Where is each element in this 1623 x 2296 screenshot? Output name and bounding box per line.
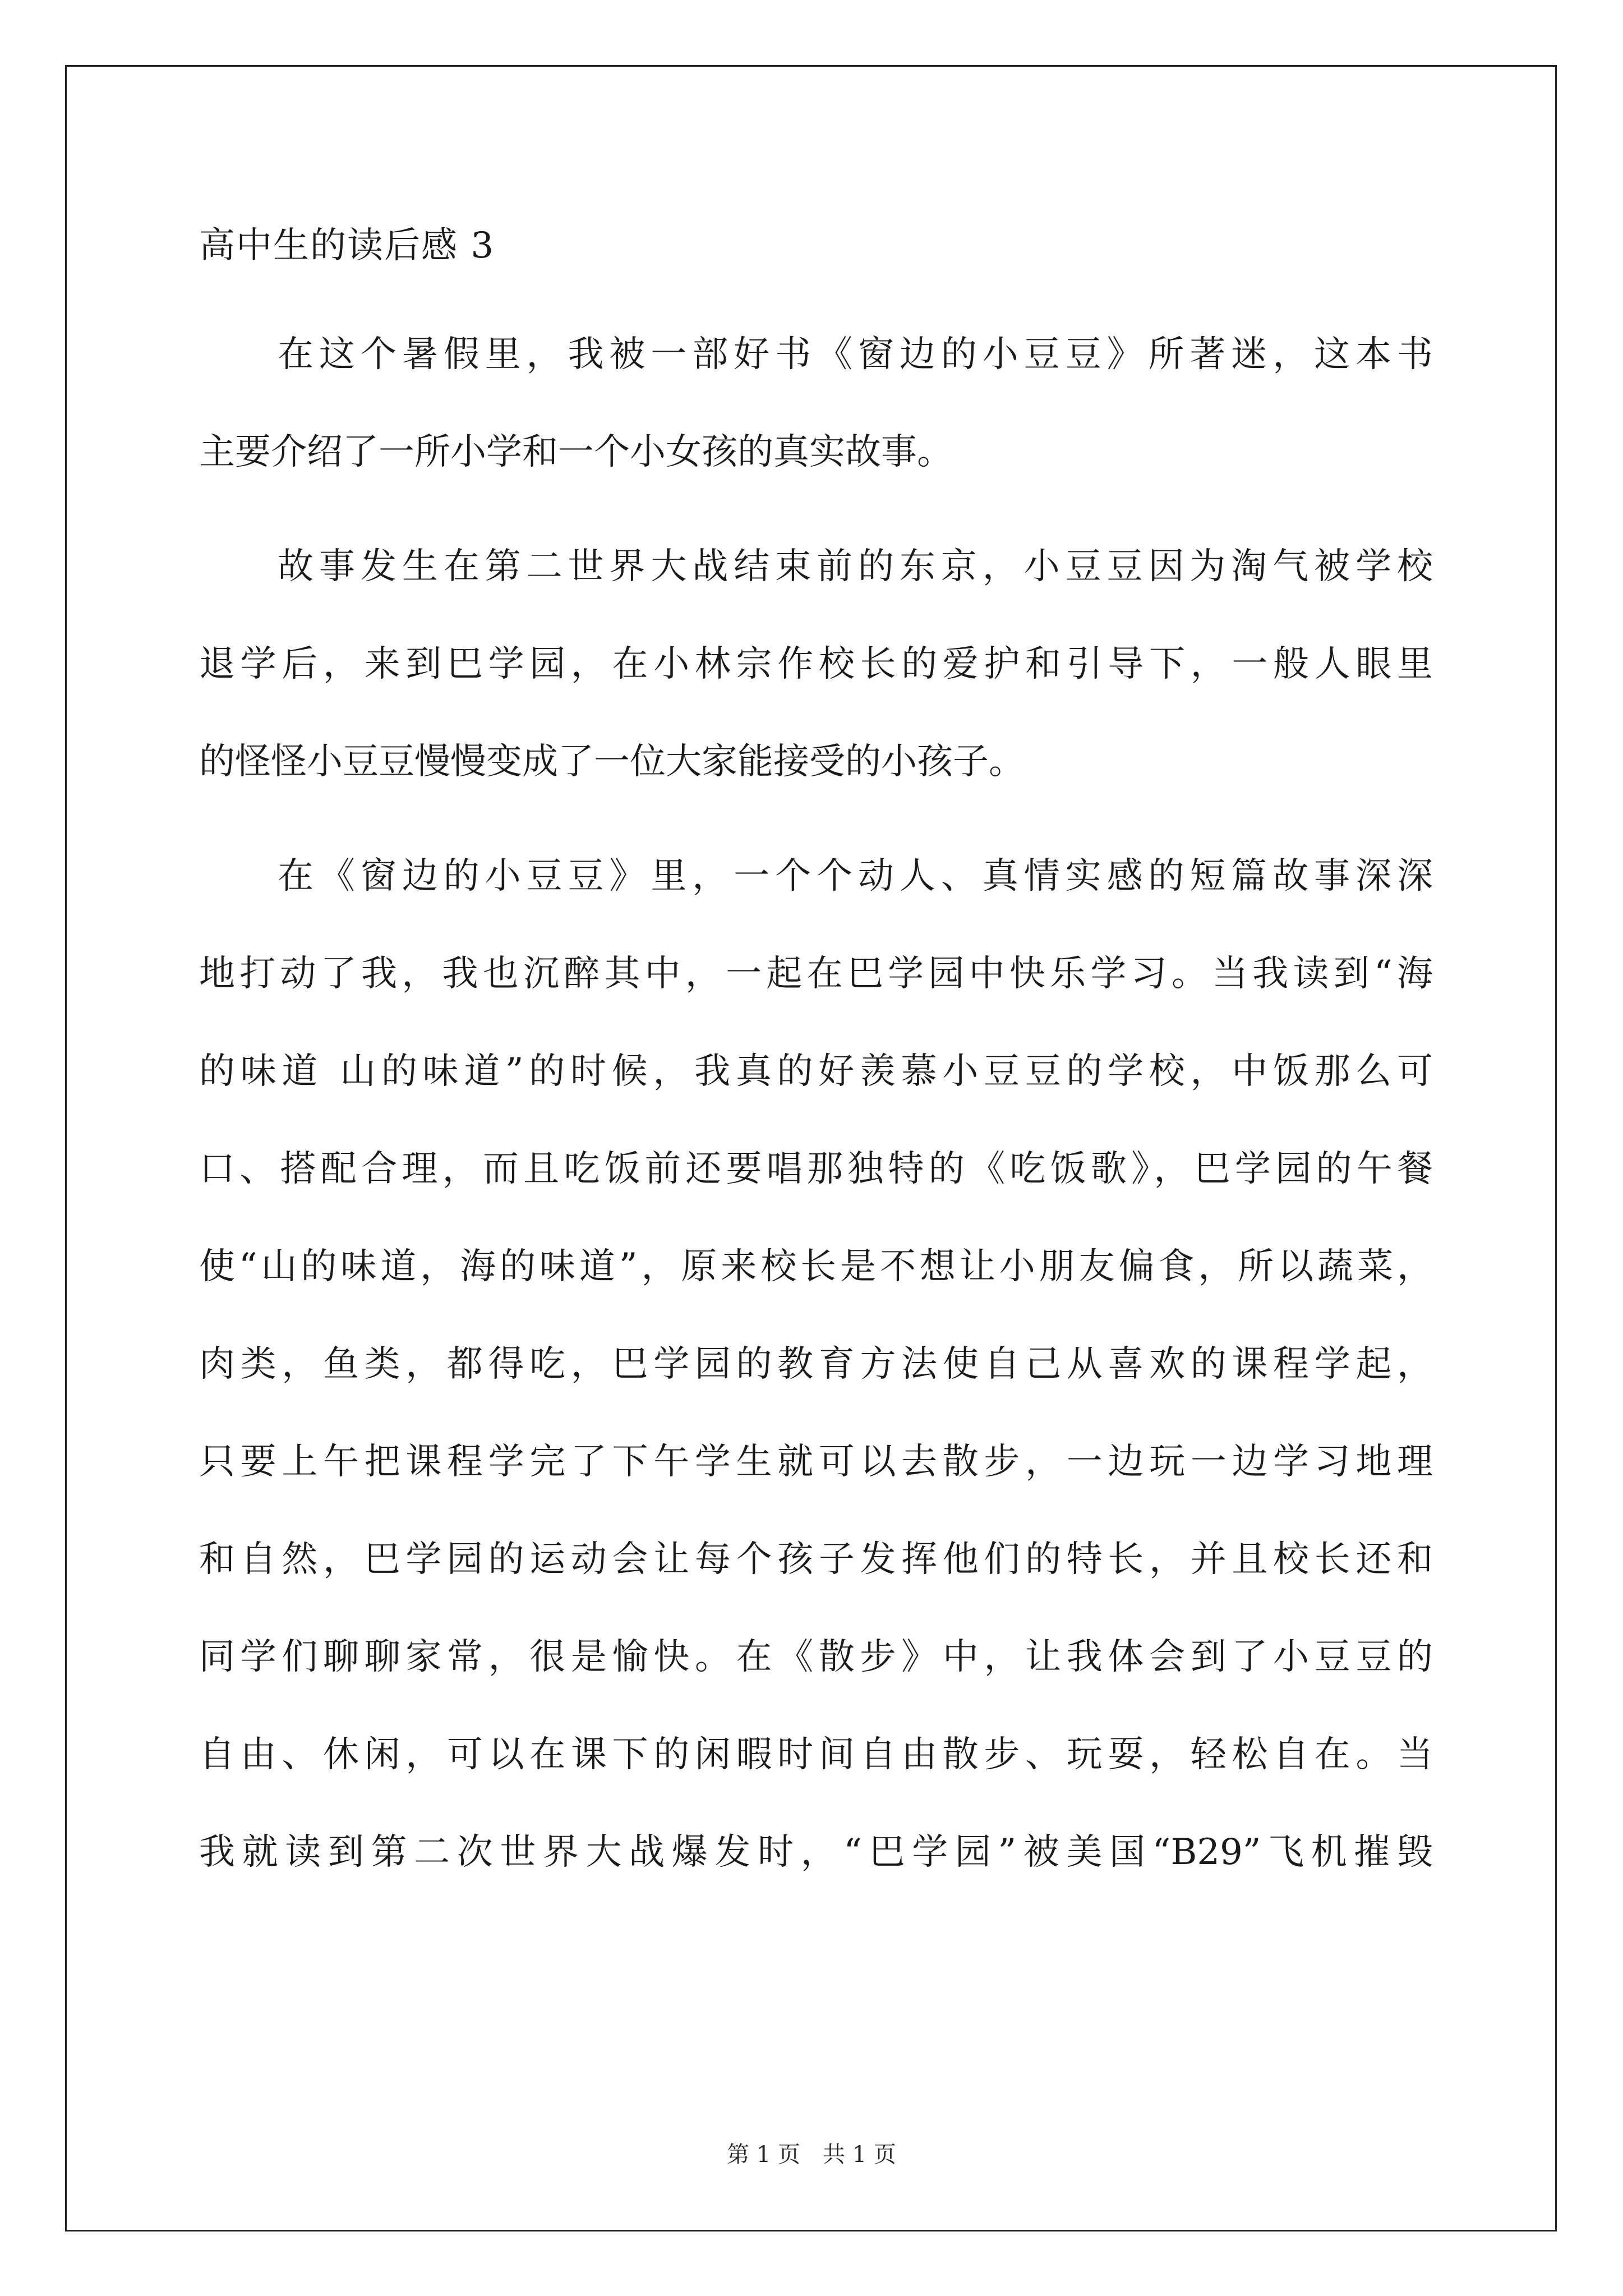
page-footer: 第 1 页 共 1 页 (727, 2142, 896, 2168)
paragraph-line: 故事发生在第二世界大战结束前的东京，小豆豆因为淘气被学校 (278, 546, 1433, 587)
paragraph-line: 退学后，来到巴学园，在小林宗作校长的爱护和引导下，一般人眼里 (199, 643, 1433, 685)
paragraph-line: 在《窗边的小豆豆》里，一个个动人、真情实感的短篇故事深深 (278, 855, 1433, 897)
paragraph-line: 使“山的味道，海的味道”，原来校长是不想让小朋友偏食，所以蔬菜， (199, 1246, 1433, 1287)
paragraph-line: 地打动了我，我也沉醉其中，一起在巴学园中快乐学习。当我读到“海 (199, 953, 1433, 995)
paragraph-line: 自由、休闲，可以在课下的闲暇时间自由散步、玩耍，轻松自在。当 (199, 1734, 1433, 1775)
document-title: 高中生的读后感 3 (199, 225, 495, 266)
paragraph-line: 和自然，巴学园的运动会让每个孩子发挥他们的特长，并且校长还和 (199, 1539, 1433, 1580)
paragraph-line: 我就读到第二次世界大战爆发时，“巴学园”被美国“B29”飞机摧毁 (199, 1832, 1433, 1873)
paragraph-line: 在这个暑假里，我被一部好书《窗边的小豆豆》所著迷，这本书 (278, 334, 1433, 375)
paragraph-line: 主要介绍了一所小学和一个小女孩的真实故事。 (199, 431, 953, 473)
paragraph-line: 的怪怪小豆豆慢慢变成了一位大家能接受的小孩子。 (199, 741, 1025, 783)
paragraph-line: 只要上午把课程学完了下午学生就可以去散步，一边玩一边学习地理 (199, 1441, 1433, 1483)
paragraph-line: 的味道 山的味道”的时候，我真的好羡慕小豆豆的学校，中饭那么可 (199, 1051, 1433, 1092)
paragraph-line: 口、搭配合理，而且吃饭前还要唱那独特的《吃饭歌》，巴学园的午餐 (199, 1148, 1433, 1190)
paragraph-line: 肉类，鱼类，都得吃，巴学园的教育方法使自己从喜欢的课程学起， (199, 1343, 1433, 1385)
paragraph-line: 同学们聊聊家常，很是愉快。在《散步》中，让我体会到了小豆豆的 (199, 1636, 1433, 1678)
